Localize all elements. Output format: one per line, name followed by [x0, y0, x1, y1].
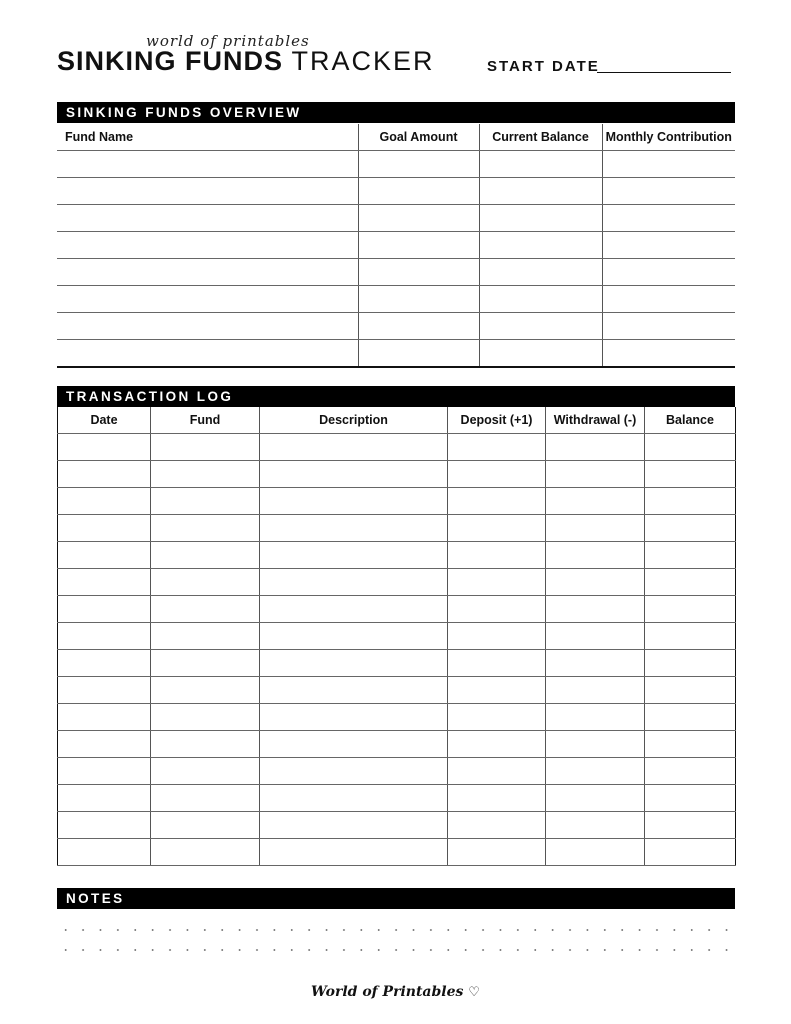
- overview-cell[interactable]: [479, 259, 602, 286]
- transaction-cell[interactable]: [151, 569, 260, 596]
- transaction-cell[interactable]: [546, 731, 645, 758]
- transaction-section-header: TRANSACTION LOG: [57, 386, 735, 407]
- transaction-cell[interactable]: [645, 758, 736, 785]
- transaction-cell[interactable]: [151, 434, 260, 461]
- transaction-table: [57, 407, 736, 866]
- transaction-row: [58, 542, 736, 569]
- transaction-cell[interactable]: [260, 515, 448, 542]
- overview-cell[interactable]: [358, 151, 479, 178]
- overview-row: [57, 178, 735, 205]
- page-title: [57, 46, 435, 77]
- col-goal-amount: Goal Amount: [358, 124, 479, 151]
- transaction-cell[interactable]: [151, 650, 260, 677]
- transaction-cell[interactable]: [58, 650, 151, 677]
- transaction-cell[interactable]: [448, 839, 546, 866]
- notes-section-header: NOTES: [57, 888, 735, 909]
- transaction-cell[interactable]: [151, 758, 260, 785]
- transaction-cell[interactable]: [58, 434, 151, 461]
- transaction-cell[interactable]: [151, 677, 260, 704]
- transaction-cell[interactable]: [645, 542, 736, 569]
- transaction-cell[interactable]: [260, 434, 448, 461]
- transaction-cell[interactable]: [645, 704, 736, 731]
- transaction-cell[interactable]: [151, 839, 260, 866]
- transaction-row: [58, 434, 736, 461]
- transaction-cell[interactable]: [546, 596, 645, 623]
- transaction-row: [58, 704, 736, 731]
- transaction-cell[interactable]: [645, 461, 736, 488]
- transaction-cell[interactable]: [546, 677, 645, 704]
- transaction-cell[interactable]: [260, 785, 448, 812]
- overview-cell[interactable]: [479, 151, 602, 178]
- transaction-cell[interactable]: [260, 677, 448, 704]
- transaction-cell[interactable]: [645, 650, 736, 677]
- transaction-cell[interactable]: [260, 569, 448, 596]
- overview-cell[interactable]: [358, 259, 479, 286]
- transaction-cell[interactable]: [546, 650, 645, 677]
- transaction-cell[interactable]: [58, 839, 151, 866]
- transaction-row: [58, 488, 736, 515]
- transaction-row: [58, 623, 736, 650]
- transaction-cell[interactable]: [58, 677, 151, 704]
- overview-cell[interactable]: [57, 205, 358, 232]
- transaction-cell[interactable]: [448, 542, 546, 569]
- start-date-label: START DATE: [487, 58, 600, 75]
- overview-cell[interactable]: [479, 286, 602, 313]
- overview-cell[interactable]: [602, 178, 735, 205]
- transaction-cell[interactable]: [58, 704, 151, 731]
- transaction-cell[interactable]: [151, 461, 260, 488]
- start-date-field[interactable]: [597, 72, 731, 73]
- overview-row: [57, 151, 735, 178]
- title-light: TRACKER: [291, 46, 435, 76]
- transaction-cell[interactable]: [448, 650, 546, 677]
- transaction-cell[interactable]: [645, 623, 736, 650]
- transaction-cell[interactable]: [546, 515, 645, 542]
- transaction-cell[interactable]: [260, 650, 448, 677]
- transaction-row: [58, 461, 736, 488]
- transaction-cell[interactable]: [645, 785, 736, 812]
- overview-cell[interactable]: [479, 313, 602, 340]
- brand-script-logo: world of printables: [146, 32, 310, 50]
- transaction-cell[interactable]: [546, 839, 645, 866]
- overview-cell[interactable]: [602, 286, 735, 313]
- overview-cell[interactable]: [57, 151, 358, 178]
- overview-cell[interactable]: [602, 151, 735, 178]
- col-fund-name: Fund Name: [57, 124, 358, 151]
- col-balance: Balance: [645, 407, 736, 434]
- col-monthly-contribution: Monthly Contribution: [602, 124, 735, 151]
- overview-cell[interactable]: [479, 205, 602, 232]
- col-deposit: Deposit (+1): [448, 407, 546, 434]
- transaction-cell[interactable]: [260, 704, 448, 731]
- transaction-cell[interactable]: [151, 812, 260, 839]
- overview-header-row: [57, 124, 735, 151]
- overview-cell[interactable]: [358, 205, 479, 232]
- overview-row: [57, 232, 735, 259]
- overview-table: [57, 124, 735, 368]
- transaction-cell[interactable]: [58, 569, 151, 596]
- transaction-cell[interactable]: [151, 542, 260, 569]
- transaction-cell[interactable]: [58, 542, 151, 569]
- transaction-cell[interactable]: [448, 569, 546, 596]
- transaction-cell[interactable]: [645, 569, 736, 596]
- overview-cell[interactable]: [57, 232, 358, 259]
- transaction-row: [58, 839, 736, 866]
- transaction-cell[interactable]: [151, 596, 260, 623]
- transaction-row: [58, 731, 736, 758]
- title-bold: SINKING FUNDS: [57, 46, 284, 76]
- transaction-cell[interactable]: [546, 569, 645, 596]
- overview-section-header: SINKING FUNDS OVERVIEW: [57, 102, 735, 123]
- transaction-cell[interactable]: [448, 515, 546, 542]
- transaction-cell[interactable]: [151, 515, 260, 542]
- overview-cell[interactable]: [602, 259, 735, 286]
- transaction-cell[interactable]: [546, 542, 645, 569]
- overview-cell[interactable]: [358, 313, 479, 340]
- overview-row: [57, 259, 735, 286]
- transaction-header-row: [58, 407, 736, 434]
- transaction-cell[interactable]: [448, 785, 546, 812]
- transaction-cell[interactable]: [151, 785, 260, 812]
- overview-cell[interactable]: [479, 340, 602, 368]
- overview-cell[interactable]: [57, 178, 358, 205]
- overview-row: [57, 313, 735, 340]
- overview-cell[interactable]: [602, 205, 735, 232]
- overview-cell[interactable]: [602, 232, 735, 259]
- transaction-cell[interactable]: [260, 488, 448, 515]
- overview-cell[interactable]: [358, 340, 479, 368]
- transaction-cell[interactable]: [546, 812, 645, 839]
- overview-cell[interactable]: [57, 286, 358, 313]
- overview-cell[interactable]: [57, 259, 358, 286]
- overview-cell[interactable]: [358, 232, 479, 259]
- footer-brand: [0, 984, 791, 1000]
- transaction-cell[interactable]: [58, 515, 151, 542]
- transaction-row: [58, 650, 736, 677]
- transaction-cell[interactable]: [260, 812, 448, 839]
- transaction-cell[interactable]: [151, 488, 260, 515]
- transaction-cell[interactable]: [645, 596, 736, 623]
- overview-cell[interactable]: [57, 340, 358, 368]
- transaction-cell[interactable]: [58, 785, 151, 812]
- transaction-cell[interactable]: [260, 596, 448, 623]
- transaction-cell[interactable]: [448, 677, 546, 704]
- transaction-cell[interactable]: [58, 812, 151, 839]
- transaction-cell[interactable]: [58, 623, 151, 650]
- overview-cell[interactable]: [479, 232, 602, 259]
- transaction-cell[interactable]: [260, 623, 448, 650]
- transaction-cell[interactable]: [448, 488, 546, 515]
- overview-row: [57, 340, 735, 368]
- overview-cell[interactable]: [57, 313, 358, 340]
- transaction-cell[interactable]: [448, 596, 546, 623]
- overview-row: [57, 205, 735, 232]
- transaction-cell[interactable]: [448, 812, 546, 839]
- transaction-cell[interactable]: [645, 731, 736, 758]
- transaction-row: [58, 812, 736, 839]
- transaction-cell[interactable]: [448, 623, 546, 650]
- transaction-row: [58, 569, 736, 596]
- overview-cell[interactable]: [358, 178, 479, 205]
- transaction-cell[interactable]: [645, 488, 736, 515]
- transaction-cell[interactable]: [58, 731, 151, 758]
- overview-row: [57, 286, 735, 313]
- transaction-cell[interactable]: [546, 434, 645, 461]
- transaction-cell[interactable]: [645, 434, 736, 461]
- transaction-cell[interactable]: [448, 461, 546, 488]
- transaction-cell[interactable]: [645, 839, 736, 866]
- transaction-cell[interactable]: [546, 461, 645, 488]
- transaction-cell[interactable]: [448, 704, 546, 731]
- transaction-row: [58, 785, 736, 812]
- transaction-cell[interactable]: [546, 488, 645, 515]
- col-fund: Fund: [151, 407, 260, 434]
- transaction-cell[interactable]: [448, 731, 546, 758]
- transaction-cell[interactable]: [260, 758, 448, 785]
- transaction-cell[interactable]: [546, 758, 645, 785]
- col-current-balance: Current Balance: [479, 124, 602, 151]
- transaction-row: [58, 596, 736, 623]
- footer-brand-text: World of Printables: [311, 984, 464, 1000]
- transaction-cell[interactable]: [645, 677, 736, 704]
- transaction-cell[interactable]: [260, 731, 448, 758]
- col-date: Date: [58, 407, 151, 434]
- overview-cell[interactable]: [602, 313, 735, 340]
- transaction-cell[interactable]: [58, 488, 151, 515]
- transaction-row: [58, 677, 736, 704]
- transaction-cell[interactable]: [546, 785, 645, 812]
- transaction-cell[interactable]: [260, 461, 448, 488]
- transaction-cell[interactable]: [645, 812, 736, 839]
- transaction-cell[interactable]: [58, 758, 151, 785]
- transaction-row: [58, 758, 736, 785]
- transaction-cell[interactable]: [151, 623, 260, 650]
- overview-cell[interactable]: [479, 178, 602, 205]
- transaction-cell[interactable]: [546, 623, 645, 650]
- transaction-cell[interactable]: [448, 434, 546, 461]
- transaction-cell[interactable]: [58, 461, 151, 488]
- transaction-cell[interactable]: [448, 758, 546, 785]
- overview-cell[interactable]: [358, 286, 479, 313]
- transaction-cell[interactable]: [151, 731, 260, 758]
- col-withdrawal: Withdrawal (-): [546, 407, 645, 434]
- col-description: Description: [260, 407, 448, 434]
- transaction-cell[interactable]: [645, 515, 736, 542]
- transaction-cell[interactable]: [260, 839, 448, 866]
- transaction-cell[interactable]: [151, 704, 260, 731]
- transaction-cell[interactable]: [546, 704, 645, 731]
- overview-cell[interactable]: [602, 340, 735, 368]
- transaction-row: [58, 515, 736, 542]
- heart-icon: ♡: [468, 985, 480, 1000]
- notes-dot-grid[interactable]: [57, 920, 737, 968]
- transaction-cell[interactable]: [260, 542, 448, 569]
- transaction-cell[interactable]: [58, 596, 151, 623]
